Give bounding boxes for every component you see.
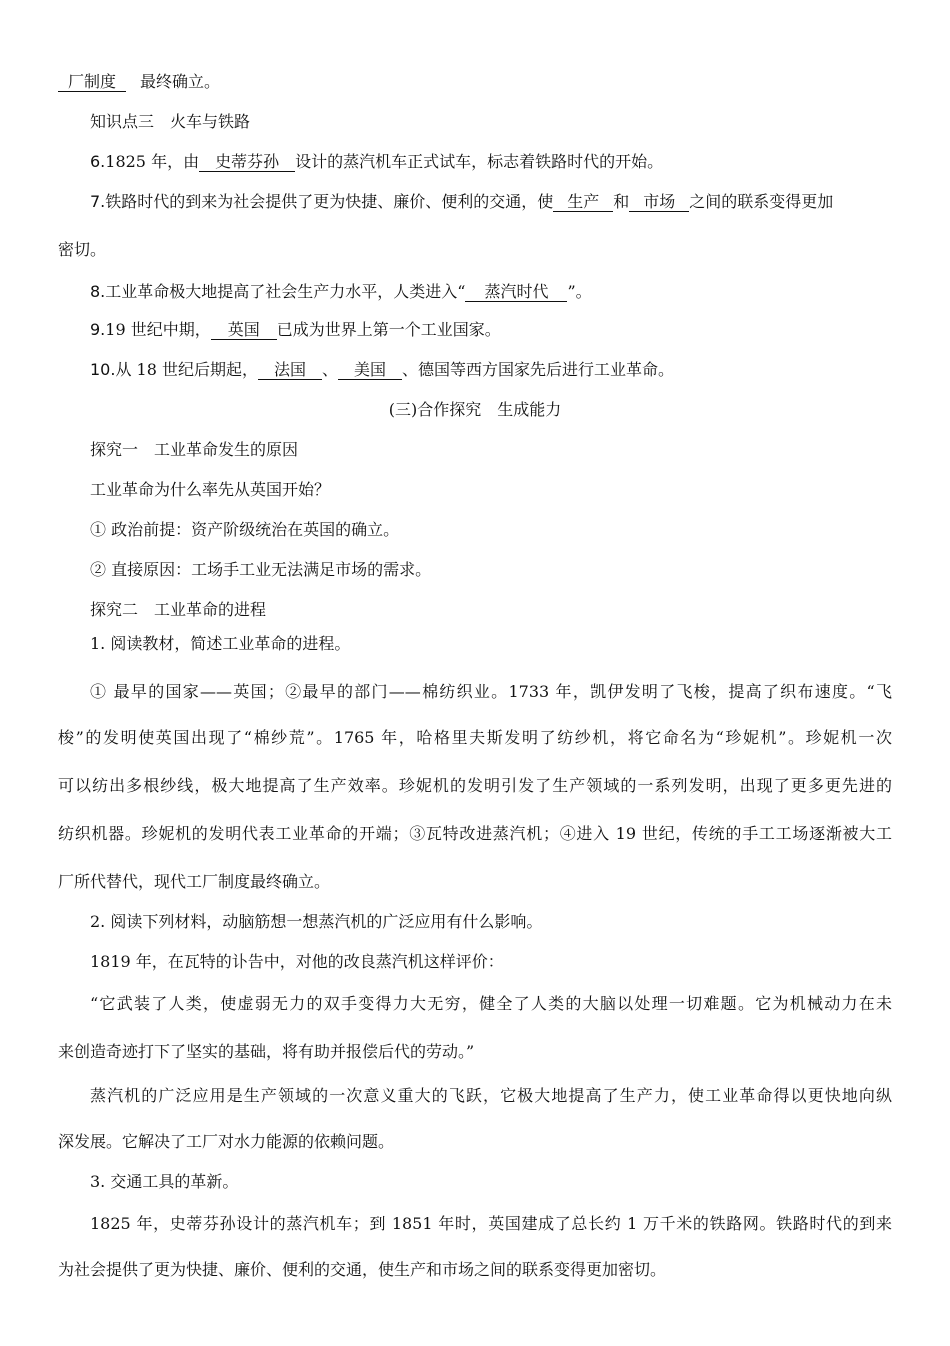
- line-text: 从 18 世纪后期起，: [115, 360, 258, 379]
- question-7: [90, 192, 833, 212]
- question-number: 6.: [90, 152, 106, 171]
- paragraph-line: 可以纺出多根纱线，极大地提高了生产效率。珍妮机的发明引发了生产领域的一系列发明，出现了更多更先进的: [58, 776, 892, 795]
- question-number: 8.: [90, 282, 106, 301]
- line-text: 最终确立。: [140, 72, 221, 91]
- line-text: ”。: [567, 282, 592, 301]
- line-text: 设计的蒸汽机车正式试车，标志着铁路时代的开始。: [295, 152, 664, 171]
- answer-blank: 蒸汽时代: [465, 283, 567, 302]
- material-quote-line: “它武装了人类，使虚弱无力的双手变得力大无穷，健全了人类的大脑以处理一切难题。它为机械动力在未: [90, 994, 892, 1013]
- question-6: [90, 152, 663, 172]
- line-text: 、德国等西方国家先后进行工业革命。: [402, 360, 675, 379]
- paragraph-line: 厂所代替代，现代工厂制度最终确立。: [58, 872, 331, 891]
- answer-blank: 生产: [553, 193, 613, 212]
- transport-paragraph-line: 为社会提供了更为快捷、廉价、便利的交通，使生产和市场之间的联系变得更加密切。: [58, 1260, 667, 1279]
- answer-blank: 市场: [629, 193, 689, 212]
- line-factory-system: [58, 72, 220, 92]
- inquiry-1-title: 探究一 工业革命发生的原因: [90, 440, 299, 459]
- transport-paragraph-line: 1825 年，史蒂芬孙设计的蒸汽机车；到 1851 年时，英国建成了总长约 1 万千米的铁路网。铁路时代的到来: [90, 1214, 892, 1233]
- line-text: 工业革命极大地提高了社会生产力水平，人类进入“: [105, 282, 466, 301]
- answer-blank: 法国: [258, 361, 322, 380]
- answer-blank: 美国: [338, 361, 402, 380]
- inquiry-2-question-2: 2. 阅读下列材料，动脑筋想一想蒸汽机的广泛应用有什么影响。: [90, 912, 543, 931]
- inquiry-1-question: 工业革命为什么率先从英国开始？: [90, 480, 331, 499]
- question-number: 9.: [90, 320, 106, 339]
- line-text: 铁路时代的到来为社会提供了更为快捷、廉价、便利的交通，使: [105, 192, 554, 211]
- paragraph-line: ① 最早的国家——英国；②最早的部门——棉纺织业。1733 年，凯伊发明了飞梭，提高了织布速度。“飞: [90, 682, 892, 701]
- section-heading: (三)合作探究 生成能力: [388, 400, 562, 419]
- paragraph-line: 纺织机器。珍妮机的发明代表工业革命的开端；③瓦特改进蒸汽机；④进入 19 世纪，传统的手工工场逐渐被大工: [58, 824, 892, 843]
- question-number: 7.: [90, 192, 106, 211]
- knowledge-point-3: 知识点三 火车与铁路: [90, 112, 251, 131]
- line-text: 之间的联系变得更加: [689, 192, 834, 211]
- inquiry-2-question-3: 3. 交通工具的革新。: [90, 1172, 239, 1191]
- answer-blank: 英国: [211, 321, 277, 340]
- inquiry-1-answer-2: ② 直接原因：工场手工业无法满足市场的需求。: [90, 560, 432, 579]
- material-intro: 1819 年，在瓦特的讣告中，对他的改良蒸汽机这样评价：: [90, 952, 504, 971]
- answer-blank: 厂制度: [58, 73, 126, 92]
- answer-paragraph-line: 深发展。它解决了工厂对水力能源的依赖问题。: [58, 1132, 395, 1151]
- material-quote-line: 来创造奇迹打下了坚实的基础，将有助并报偿后代的劳动。”: [58, 1042, 475, 1061]
- line-text: 19 世纪中期，: [105, 320, 211, 339]
- inquiry-2-title: 探究二 工业革命的进程: [90, 600, 267, 619]
- inquiry-1-answer-1: ① 政治前提：资产阶级统治在英国的确立。: [90, 520, 400, 539]
- question-number: 10.: [90, 360, 116, 379]
- line-text: 已成为世界上第一个工业国家。: [276, 320, 501, 339]
- inquiry-2-question-1: 1. 阅读教材，简述工业革命的进程。: [90, 634, 351, 653]
- line-text: 1825 年，由: [105, 152, 200, 171]
- question-10: [90, 360, 674, 380]
- question-8: [90, 282, 592, 302]
- question-9: [90, 320, 501, 340]
- answer-blank: 史蒂芬孙: [199, 153, 295, 172]
- line-text: 和: [613, 192, 630, 211]
- line-text: 、: [322, 360, 339, 379]
- answer-paragraph-line: 蒸汽机的广泛应用是生产领域的一次意义重大的飞跃，它极大地提高了生产力，使工业革命得以更快地向纵: [90, 1086, 892, 1105]
- paragraph-line: 梭”的发明使英国出现了“棉纱荒”。1765 年，哈格里夫斯发明了纺纱机，将它命名为“珍妮机”。珍妮机一次: [58, 728, 892, 747]
- question-7-cont: 密切。: [58, 240, 107, 259]
